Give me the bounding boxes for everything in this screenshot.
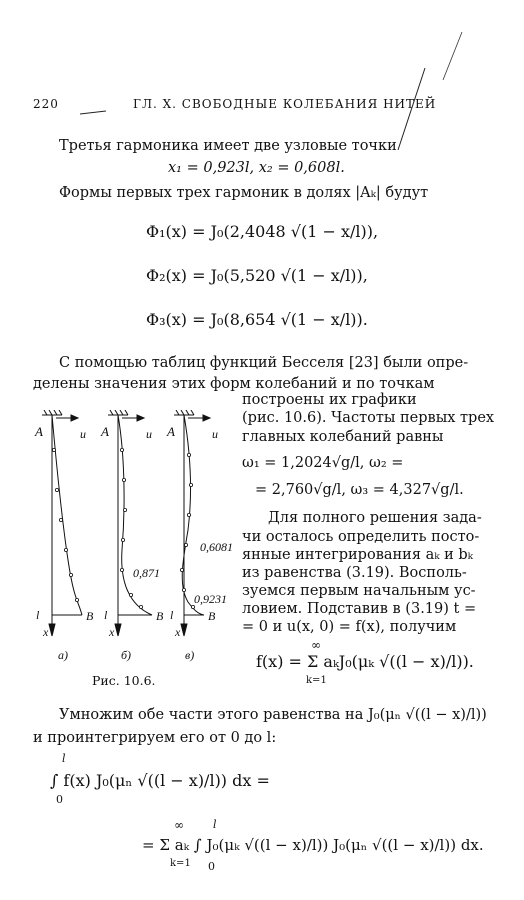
text-line: зуемся первым начальным ус- [242, 583, 476, 599]
text-line: Для полного решения зада- [268, 510, 482, 526]
label-u2: u [146, 427, 152, 441]
label-x3: x [175, 625, 181, 639]
value-0-9231: 0,9231 [194, 592, 227, 606]
value-0-871: 0,871 [133, 566, 160, 580]
value-0-6081: 0,6081 [200, 540, 233, 554]
integral-formula-2: = Σ aₖ ∫ J₀(μₖ √((l − x)/l)) J₀(μₙ √((l − x)/l)) dx. [142, 836, 484, 854]
label-B2: B [156, 609, 164, 623]
sum2-upper-limit: ∞ [174, 818, 184, 832]
formula-phi3: Φ₃(x) = J₀(8,654 √(1 − x/l)). [146, 310, 368, 329]
label-l2: l [104, 608, 108, 622]
formula-phi2: Φ₂(x) = J₀(5,520 √(1 − x/l)), [146, 266, 368, 285]
label-l3: l [170, 608, 174, 622]
text-line: ловием. Подставив в (3.19) t = [242, 601, 477, 617]
label-A3: A [167, 424, 175, 439]
nodes-formula: x₁ = 0,923l, x₂ = 0,608l. [168, 160, 345, 176]
text-line: построены их графики [242, 392, 417, 408]
omega-line-1: ω₁ = 1,2024√g/l, ω₂ = [242, 455, 404, 471]
text-line: янные интегрирования aₖ и bₖ [242, 547, 473, 563]
text-line: из равенства (3.19). Восполь- [242, 565, 467, 581]
text-line: делены значения этих форм колебаний и по точкам [33, 376, 435, 392]
integral-formula-1: ∫ f(x) J₀(μₙ √((l − x)/l)) dx = [50, 771, 270, 790]
integral-lower-limit: 0 [56, 793, 63, 806]
running-title: ГЛ. X. СВОБОДНЫЕ КОЛЕБАНИЯ НИТЕЙ [133, 97, 437, 111]
figure-caption: Рис. 10.6. [92, 673, 156, 688]
sum2-lower-limit: k=1 [170, 858, 191, 869]
text-line: главных колебаний равны [242, 429, 444, 445]
label-x2: x [109, 625, 115, 639]
series-formula: f(x) = Σ aₖJ₀(μₖ √((l − x)/l)). [256, 652, 474, 671]
subfigure-c: в) [185, 648, 195, 662]
integral-upper-limit: l [62, 752, 66, 765]
label-A2: A [101, 424, 109, 439]
label-A1: A [35, 424, 43, 439]
text-line: Умножим обе части этого равенства на J₀(μₙ √((l − x)/l)) [59, 707, 487, 723]
text-line: Формы первых трех гармоник в долях |Aₖ| будут [59, 185, 429, 201]
text-line: чи осталось определить посто- [242, 529, 480, 545]
omega-line-2: = 2,760√g/l, ω₃ = 4,327√g/l. [255, 482, 464, 498]
page-number: 220 [33, 97, 59, 111]
label-u3: u [212, 427, 218, 441]
text-line: (рис. 10.6). Частоты первых трех [242, 410, 495, 426]
int2-lower-limit: 0 [208, 860, 215, 873]
label-u1: u [80, 427, 86, 441]
text-line: и проинтегрируем его от 0 до l: [33, 730, 277, 746]
text-line: = 0 и u(x, 0) = f(x), получим [242, 619, 457, 635]
subfigure-b: б) [121, 648, 132, 662]
label-B3: B [208, 609, 216, 623]
text-line: Третья гармоника имеет две узловые точки [59, 138, 397, 154]
text-line: С помощью таблиц функций Бесселя [23] были опре- [59, 355, 469, 371]
mode-shape-2 [108, 410, 152, 636]
label-l1: l [36, 608, 40, 622]
subfigure-a: а) [58, 648, 68, 662]
label-B1: B [86, 609, 94, 623]
mode-shape-1 [42, 410, 82, 636]
label-x1: x [43, 625, 49, 639]
int2-upper-limit: l [213, 818, 217, 831]
formula-phi1: Φ₁(x) = J₀(2,4048 √(1 − x/l)), [146, 222, 379, 241]
sum-upper-limit: ∞ [311, 638, 321, 652]
sum-lower-limit: k=1 [306, 675, 327, 686]
